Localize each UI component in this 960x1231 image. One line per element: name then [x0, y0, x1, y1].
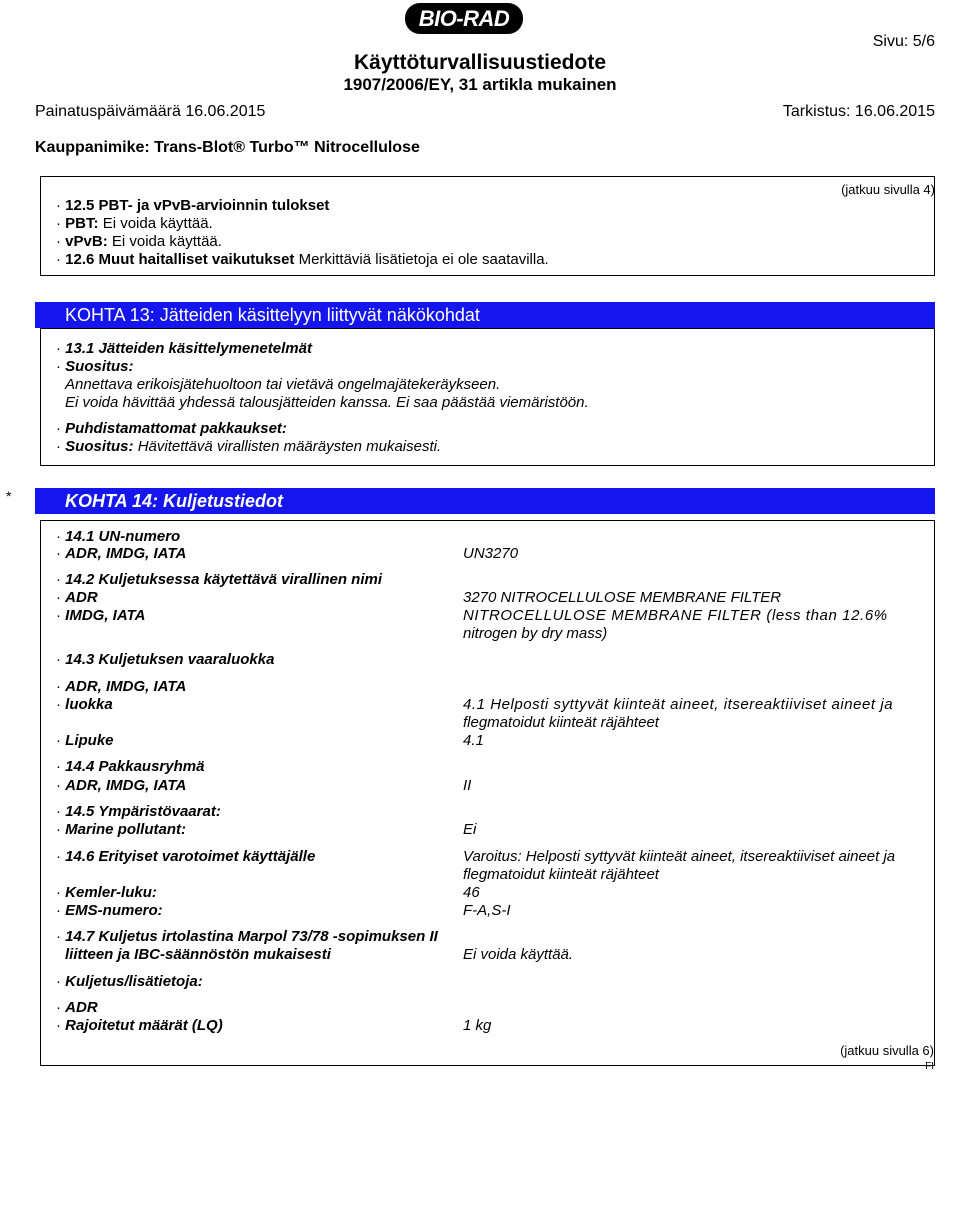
un-number-value: UN3270 [463, 545, 519, 562]
recommendation-text-1: Annettava erikoisjätehuoltoon tai vietävä ongelmajätekeräykseen. [65, 376, 501, 393]
ems-label: · EMS-numero: [56, 902, 163, 919]
un-number-label: · ADR, IMDG, IATA [56, 545, 186, 562]
language-code: FI [925, 1061, 934, 1072]
pbt-line [56, 215, 213, 232]
special-precautions-value-1: Varoitus: Helposti syttyvät kiinteät aineet, itsereaktiiviset aineet ja [463, 848, 896, 865]
packing-group-value: II [463, 777, 472, 794]
logo-text: BIO-RAD [418, 5, 510, 31]
shipping-name-imdg-value-2: nitrogen by dry mass) [463, 625, 608, 642]
bulk-transport-heading-2: liitteen ja IBC-säännöstön mukaisesti [65, 946, 331, 963]
pbt-results-heading: · 12.5 PBT- ja vPvB-arvioinnin tulokset [56, 197, 329, 214]
environmental-hazards-heading: · 14.5 Ympäristövaarat: [56, 803, 221, 820]
continued-to: (jatkuu sivulla 6) [840, 1043, 934, 1058]
ems-value: F-A,S-I [463, 902, 511, 919]
recommendation-label: · Suositus: [56, 358, 134, 375]
packing-group-heading: · 14.4 Pakkausryhmä [56, 758, 204, 775]
print-date: Painatuspäivämäärä 16.06.2015 [35, 103, 266, 120]
document-title: Käyttöturvallisuustiedote [353, 51, 607, 74]
shipping-name-adr-value: 3270 NITROCELLULOSE MEMBRANE FILTER [463, 589, 782, 606]
shipping-name-imdg-value-1: NITROCELLULOSE MEMBRANE FILTER (less than 12.6% [463, 607, 888, 624]
label-value: 4.1 [463, 732, 484, 749]
continued-from: (jatkuu sivulla 4) [841, 182, 935, 197]
bio-rad-logo [405, 3, 523, 34]
uncleaned-packaging-heading: · Puhdistamattomat pakkaukset: [56, 420, 287, 437]
hazard-class-value-2: flegmatoidut kiinteät räjähteet [463, 714, 659, 731]
hazard-class-heading: · 14.3 Kuljetuksen vaaraluokka [56, 651, 274, 668]
label-heading: · Lipuke [56, 732, 114, 749]
vpvb-line [56, 233, 222, 250]
document-subtitle: 1907/2006/EY, 31 artikla mukainen [343, 75, 617, 94]
product-name: Kauppanimike: Trans-Blot® Turbo™ Nitrocellulose [35, 139, 420, 156]
bulk-transport-heading-1: · 14.7 Kuljetus irtolastina Marpol 73/78 -sopimuksen II [56, 928, 438, 945]
marine-pollutant-value: Ei [463, 821, 477, 838]
packaging-recommendation-label: Suositus: [65, 438, 134, 455]
other-effects-line [56, 251, 549, 268]
waste-methods-heading: · 13.1 Jätteiden käsittelymenetelmät [56, 340, 312, 357]
pbt-label: PBT: [65, 215, 99, 232]
packing-group-label: · ADR, IMDG, IATA [56, 777, 186, 794]
un-number-heading: · 14.1 UN-numero [56, 528, 180, 545]
change-marker: * [6, 488, 12, 504]
kemler-value: 46 [463, 884, 480, 901]
shipping-name-adr-label: · ADR [56, 589, 98, 606]
packaging-recommendation-value: Hävitettävä virallisten määräysten mukaisesti. [137, 438, 442, 455]
revision-date: Tarkistus: 16.06.2015 [782, 103, 935, 120]
shipping-name-imdg-label: · IMDG, IATA [56, 607, 145, 624]
special-precautions-value-2: flegmatoidut kiinteät räjähteet [463, 866, 659, 883]
page-number: Sivu: 5/6 [872, 33, 935, 50]
kemler-label: · Kemler-luku: [56, 884, 157, 901]
transport-additional-heading: · Kuljetus/lisätietoja: [56, 973, 203, 990]
special-precautions-heading: · 14.6 Erityiset varotoimet käyttäjälle [56, 848, 315, 865]
hazard-class-value-1: 4.1 Helposti syttyvät kiinteät aineet, itsereaktiiviset aineet ja [463, 696, 894, 713]
recommendation-text-2: Ei voida hävittää yhdessä talousjätteiden kanssa. Ei saa päästää viemäristöön. [65, 394, 589, 411]
limited-quantities-label: · Rajoitetut määrät (LQ) [56, 1017, 223, 1034]
other-effects-value: Merkittäviä lisätietoja ei ole saatavilla. [298, 251, 549, 268]
pbt-value: Ei voida käyttää. [102, 215, 213, 232]
limited-quantities-value: 1 kg [463, 1017, 492, 1034]
hazard-class-label: · luokka [56, 696, 113, 713]
section13-heading: KOHTA 13: Jätteiden käsittelyyn liittyvät näkökohdat [35, 302, 935, 328]
section14-heading: KOHTA 14: Kuljetustiedot [35, 488, 935, 514]
hazard-class-group: · ADR, IMDG, IATA [56, 678, 186, 695]
transport-additional-adr: · ADR [56, 999, 98, 1016]
marine-pollutant-label: · Marine pollutant: [56, 821, 186, 838]
vpvb-value: Ei voida käyttää. [111, 233, 222, 250]
other-effects-label: 12.6 Muut haitalliset vaikutukset [65, 251, 295, 268]
shipping-name-heading: · 14.2 Kuljetuksessa käytettävä virallinen nimi [56, 571, 382, 588]
bulk-transport-value: Ei voida käyttää. [463, 946, 574, 963]
vpvb-label: vPvB: [65, 233, 108, 250]
packaging-recommendation-line [56, 438, 441, 455]
